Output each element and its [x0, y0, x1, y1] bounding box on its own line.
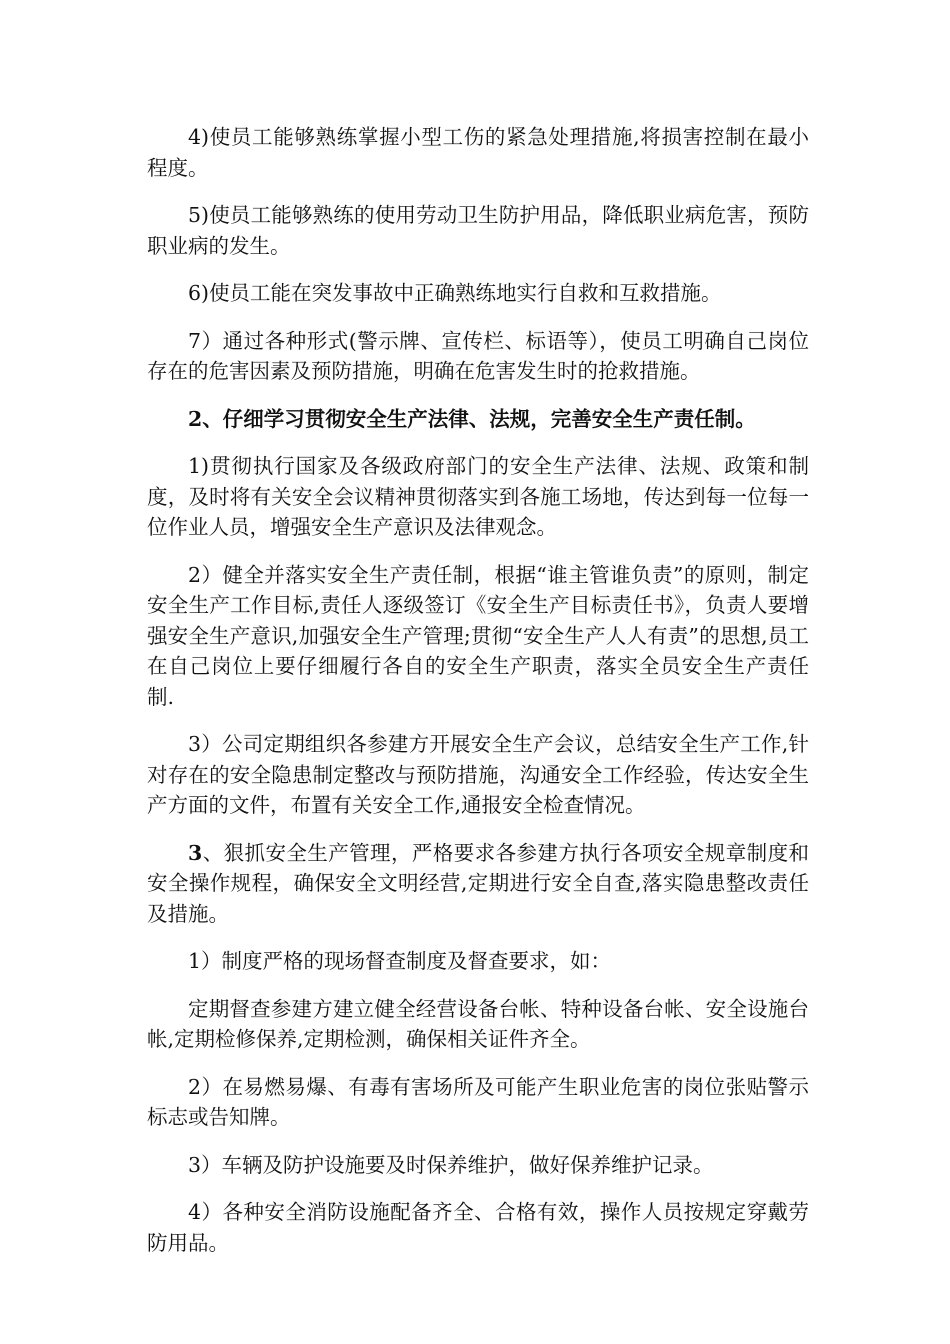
- paragraph-section3-detail: 定期督查参建方建立健全经营设备台帐、特种设备台帐、安全设施台帐,定期检修保养,定期检测，确保相关证件齐全。: [147, 996, 809, 1051]
- document-page: [147, 122, 809, 1275]
- paragraph-section3-item-4: 4）各种安全消防设施配备齐全、合格有效，操作人员按规定穿戴劳防用品。: [147, 1200, 809, 1255]
- paragraph-item-4: 4)使员工能够熟练掌握小型工伤的紧急处理措施,将损害控制在最小程度。: [147, 125, 809, 180]
- paragraph-item-5: 5)使员工能够熟练的使用劳动卫生防护用品，降低职业病危害，预防职业病的发生。: [147, 203, 809, 258]
- section-number: 3: [188, 840, 203, 865]
- paragraph-section2-item-2: 2）健全并落实安全生产责任制，根据“谁主管谁负责”的原则，制定安全生产工作目标,责任人逐级签订《安全生产目标责任书》，负责人要增强安全生产意识,加强安全生产管理;贯彻“安全生产人人有责”的思想,员工在自己岗位上要仔细履行各自的安全生产职责，落实全员安全生产责任制.: [147, 562, 809, 709]
- paragraph-section3-item-1: 1）制度严格的现场督查制度及督查要求，如：: [188, 949, 612, 973]
- paragraph-item-6: 6)使员工能在突发事故中正确熟练地实行自救和互救措施。: [188, 281, 722, 305]
- paragraph-section2-item-3: 3）公司定期组织各参建方开展安全生产会议，总结安全生产工作,针对存在的安全隐患制定整改与预防措施，沟通安全工作经验，传达安全生产方面的文件，布置有关安全工作,通报安全检查情况。: [147, 732, 809, 817]
- section-heading-3: [147, 838, 809, 930]
- section-heading-2: 2、仔细学习贯彻安全生产法律、法规，完善安全生产责任制。: [188, 406, 756, 431]
- paragraph-section3-item-3: 3）车辆及防护设施要及时保养维护，做好保养维护记录。: [188, 1152, 714, 1177]
- paragraph-section2-item-1: 1)贯彻执行国家及各级政府部门的安全生产法律、法规、政策和制度，及时将有关安全会议精神贯彻落实到各施工场地，传达到每一位每一位作业人员，增强安全生产意识及法律观念。: [147, 454, 809, 539]
- paragraph-section3-item-2: 2）在易燃易爆、有毒有害场所及可能产生职业危害的岗位张贴警示标志或告知牌。: [147, 1074, 809, 1129]
- paragraph-item-7: 7）通过各种形式(警示牌、宣传栏、标语等），使员工明确自己岗位存在的危害因素及预防措施，明确在危害发生时的抢救措施。: [147, 328, 809, 383]
- section-heading-3-text: 、狠抓安全生产管理，严格要求各参建方执行各项安全规章制度和安全操作规程，确保安全文明经营,定期进行安全自查,落实隐患整改责任及措施。: [147, 840, 809, 926]
